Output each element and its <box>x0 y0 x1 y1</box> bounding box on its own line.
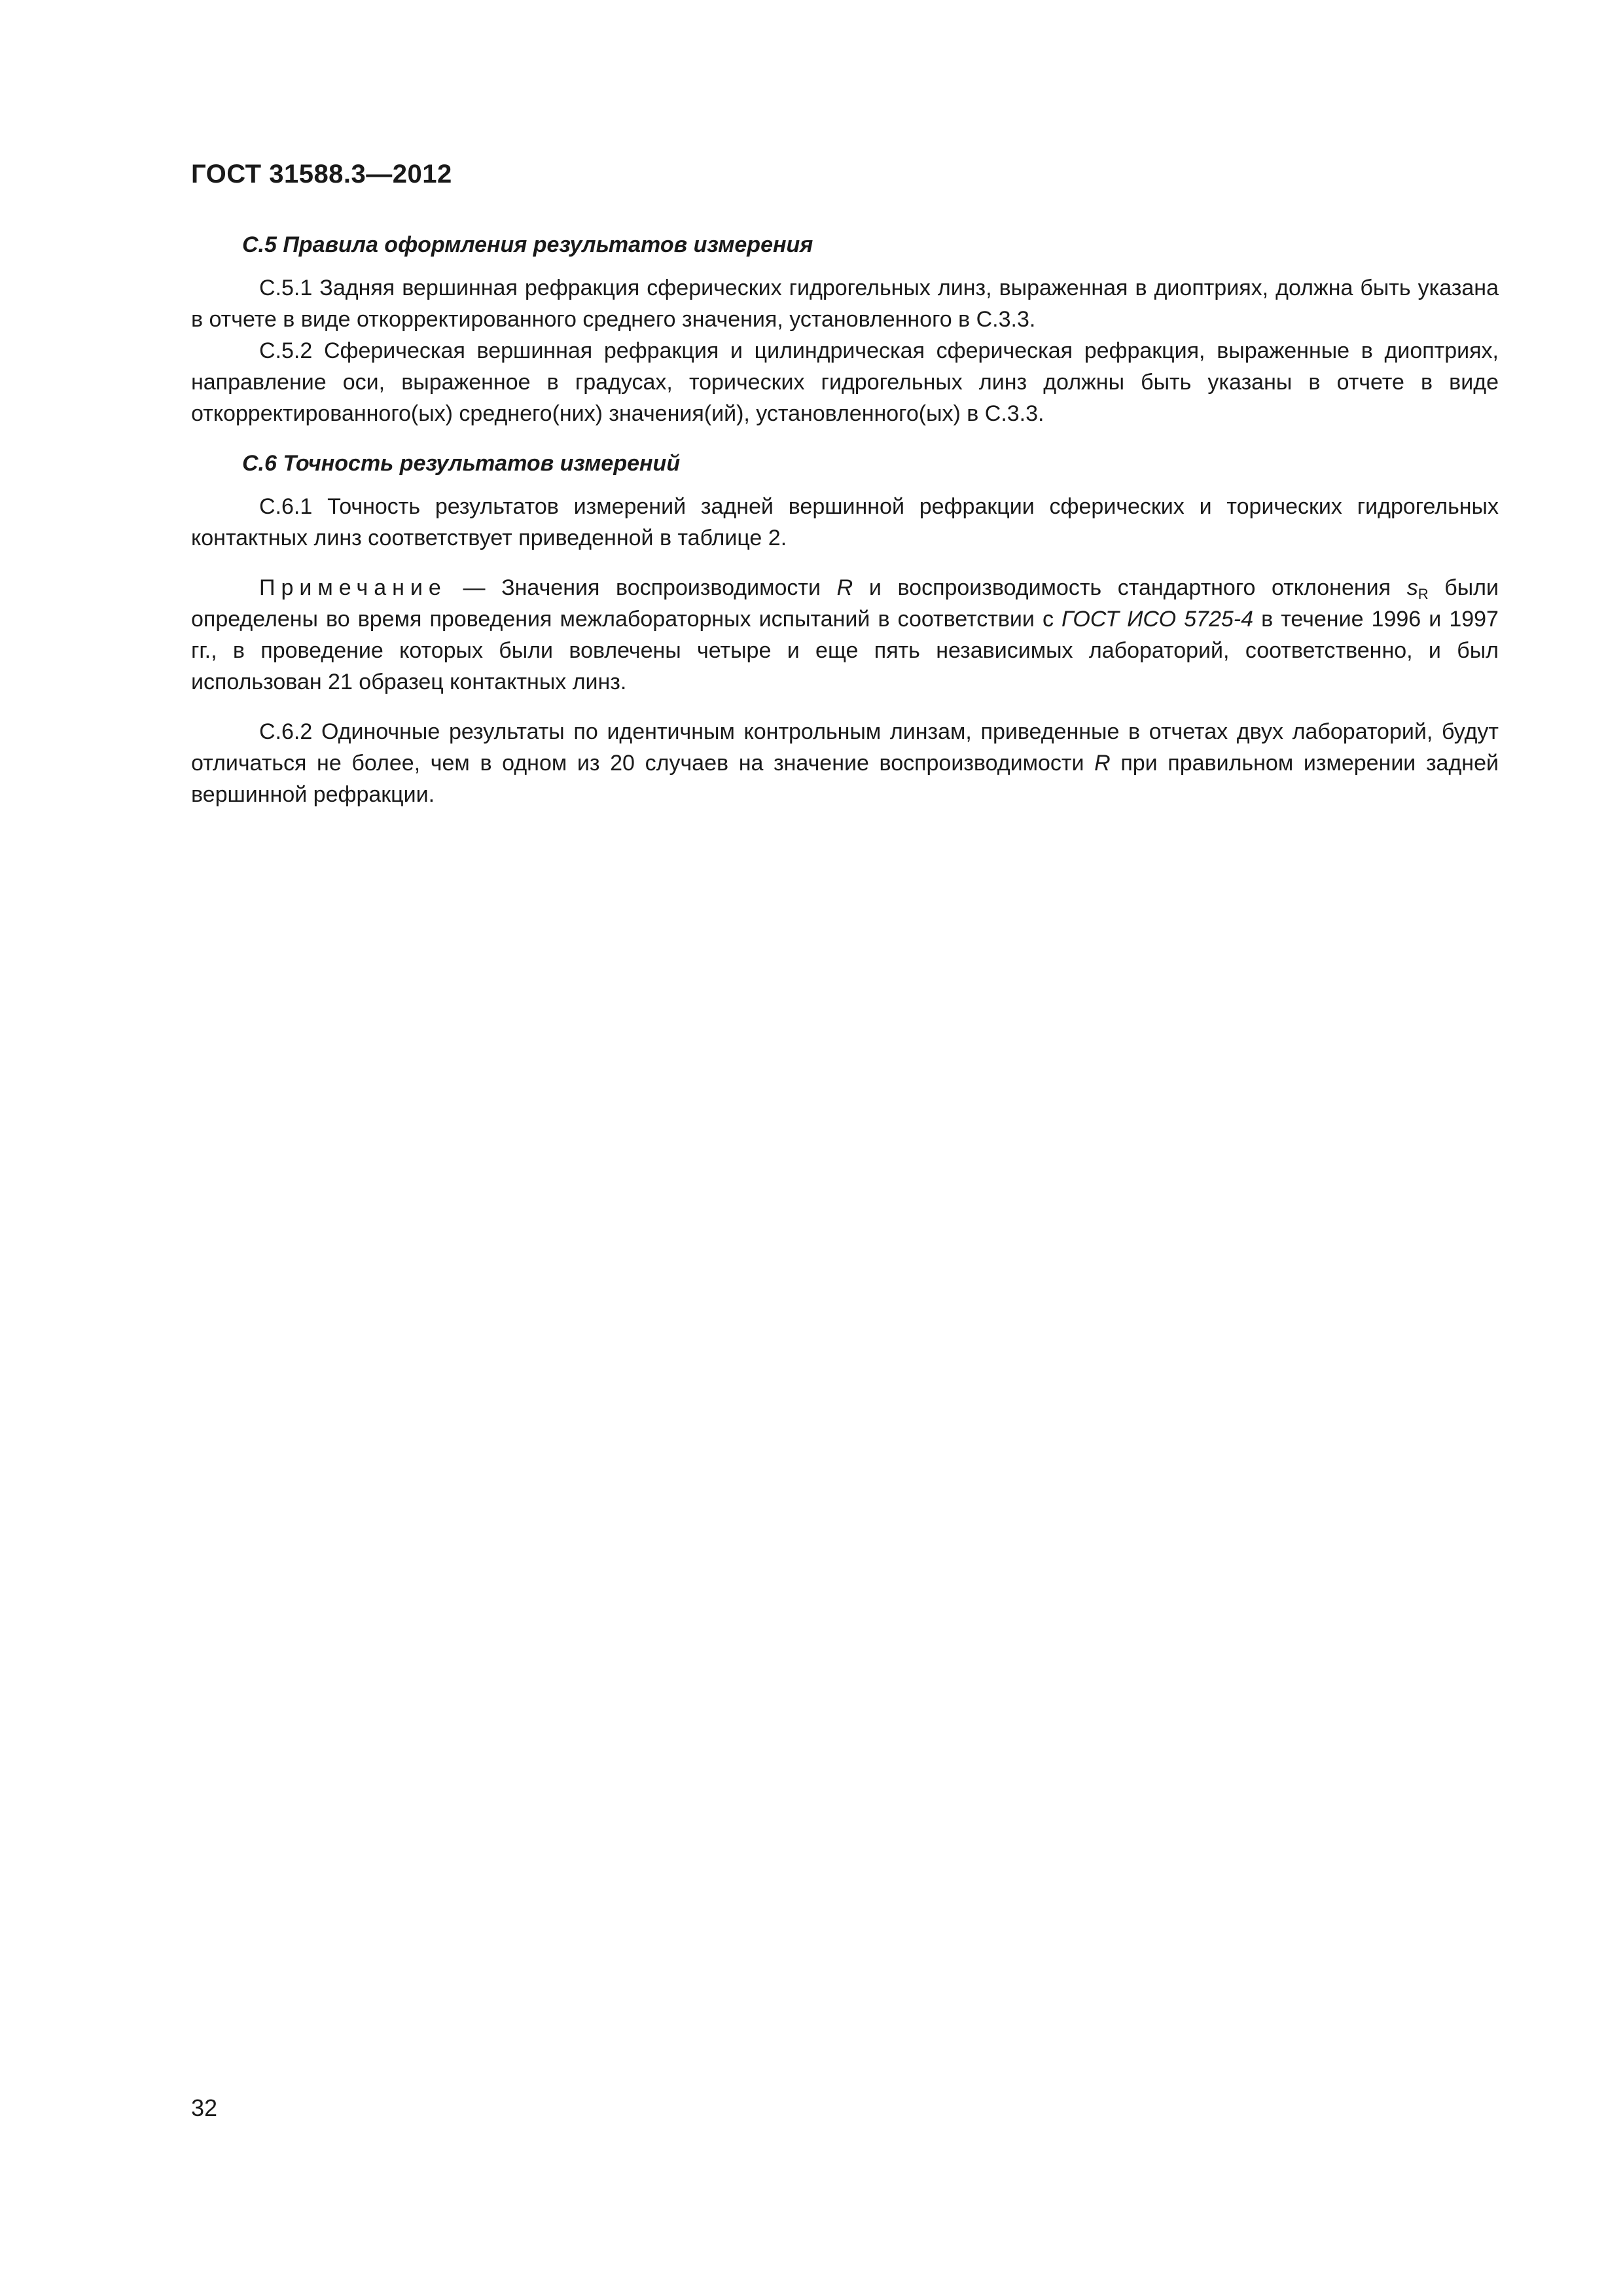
section-title-c6: С.6 Точность результатов измерений <box>242 451 681 476</box>
paragraph-c6-2-symbol-r: R <box>1094 751 1111 776</box>
paragraph-c5-1: С.5.1 Задняя вершинная рефракция сферических гидрогельных линз, выраженная в диоптриях, должна быть указана в отчете в виде откорректированного среднего значения, установленного в С.3.3. <box>191 276 1499 332</box>
section-title-c5: С.5 Правила оформления результатов измерения <box>242 232 813 257</box>
note-paragraph <box>191 572 1499 698</box>
paragraph-c6-2 <box>191 716 1499 810</box>
note-symbol-r: R <box>836 575 853 600</box>
note-label: Примечание <box>259 575 447 600</box>
note-standard-reference: ГОСТ ИСО 5725-4 <box>1061 607 1253 632</box>
document-id-header: ГОСТ 31588.3—2012 <box>191 160 452 188</box>
paragraph-c5-2: С.5.2 Сферическая вершинная рефракция и цилиндрическая сферическая рефракция, выраженные в диоптриях, направление оси, выраженное в градусах, торических гидрогельных линз должны быть указаны в отчете в виде откорректированного(ых) среднего(них) значения(ий), установленного(ых) в С.3.3. <box>191 338 1499 426</box>
note-text-1: — Значения воспроизводимости <box>446 575 837 600</box>
paragraph-c6-2-text-2: при правильном измерении задней вершинной рефракции. <box>191 751 1499 807</box>
note-symbol-s-subscript: R <box>1418 586 1429 602</box>
paragraph-c6-2-text-1: С.6.2 Одиночные результаты по идентичным контрольным линзам, приведенные в отчетах двух лабораторий, будут отличаться не более, чем в одном из 20 случаев на значение воспроизводимости <box>191 719 1499 776</box>
page-number: 32 <box>191 2094 218 2121</box>
document-body <box>191 229 1499 810</box>
note-text-4: в течение 1996 и 1997 гг., в проведение которых были вовлечены четыре и еще пять независимых лабораторий, соответственно, и был использован 21 образец контактных линз. <box>191 607 1499 694</box>
note-symbol-s: s <box>1406 575 1418 600</box>
paragraph-c6-1: С.6.1 Точность результатов измерений задней вершинной рефракции сферических и торических гидрогельных контактных линз соответствует приведенной в таблице 2. <box>191 494 1499 550</box>
note-text-2: и воспроизводимость стандартного отклонения <box>853 575 1407 600</box>
note-text-3: были определены во время проведения межлабораторных испытаний в соответствии с <box>191 575 1499 632</box>
